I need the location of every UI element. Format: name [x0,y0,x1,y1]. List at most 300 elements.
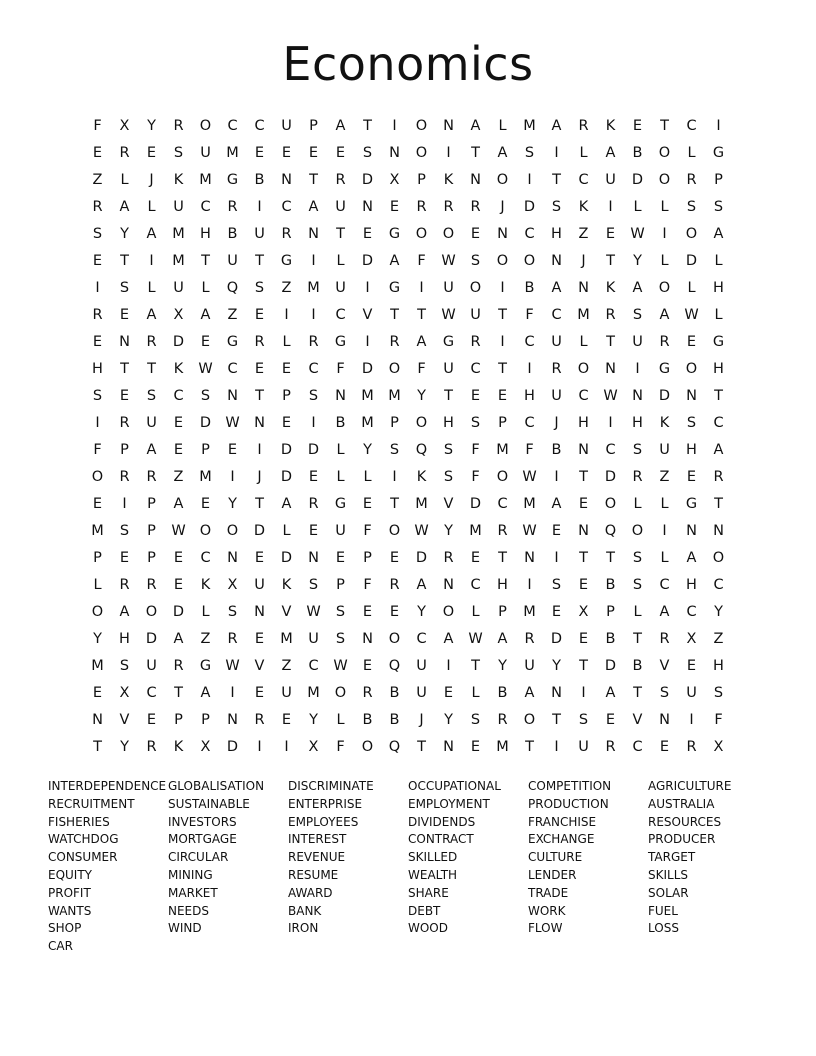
grid-cell[interactable]: P [93,550,102,566]
grid-cell[interactable]: T [525,739,534,755]
grid-cell[interactable]: M [172,226,185,242]
grid-cell[interactable]: U [308,631,319,647]
grid-cell[interactable]: K [605,118,616,134]
grid-cell[interactable]: N [281,172,292,188]
grid-cell[interactable]: A [335,118,346,134]
grid-cell[interactable]: W [630,226,645,242]
grid-cell[interactable]: N [497,226,508,242]
grid-cell[interactable]: Y [498,658,507,674]
grid-cell[interactable]: A [713,442,724,458]
grid-cell[interactable]: G [442,334,455,350]
grid-cell[interactable]: K [443,172,454,188]
grid-cell[interactable]: U [200,145,211,161]
grid-cell[interactable]: I [446,658,451,674]
grid-cell[interactable]: E [92,253,103,269]
grid-cell[interactable]: M [226,145,239,161]
grid-cell[interactable]: E [470,550,481,566]
grid-cell[interactable]: L [147,199,156,215]
grid-cell[interactable]: Y [633,253,642,269]
grid-cell[interactable]: M [280,631,293,647]
grid-cell[interactable]: O [658,280,671,296]
grid-cell[interactable]: K [281,577,292,593]
grid-cell[interactable]: T [309,172,318,188]
grid-cell[interactable]: A [416,334,427,350]
grid-cell[interactable]: T [633,685,642,701]
grid-cell[interactable]: O [334,685,347,701]
grid-cell[interactable]: N [308,550,319,566]
grid-cell[interactable]: S [200,388,211,404]
grid-cell[interactable]: L [93,577,102,593]
grid-cell[interactable]: O [199,523,212,539]
grid-cell[interactable]: Y [444,523,453,539]
grid-cell[interactable]: E [497,388,508,404]
grid-cell[interactable]: N [605,361,616,377]
grid-cell[interactable]: A [119,199,130,215]
grid-cell[interactable]: H [524,388,535,404]
grid-cell[interactable]: A [389,253,400,269]
grid-cell[interactable]: L [660,253,669,269]
grid-cell[interactable]: P [147,523,156,539]
grid-cell[interactable]: I [257,739,262,755]
grid-cell[interactable]: K [173,172,184,188]
grid-cell[interactable]: T [390,307,399,323]
grid-cell[interactable]: E [254,307,265,323]
grid-cell[interactable]: G [199,658,212,674]
grid-cell[interactable]: A [605,685,616,701]
grid-cell[interactable]: C [659,577,670,593]
grid-cell[interactable]: E [254,631,265,647]
grid-cell[interactable]: H [632,415,643,431]
grid-cell[interactable]: A [659,307,670,323]
grid-cell[interactable]: S [632,442,643,458]
grid-cell[interactable]: N [308,226,319,242]
grid-cell[interactable]: Z [659,469,670,485]
grid-cell[interactable]: C [524,334,535,350]
grid-cell[interactable]: L [282,523,291,539]
grid-cell[interactable]: E [389,604,400,620]
grid-cell[interactable]: E [200,496,211,512]
grid-cell[interactable]: O [415,118,428,134]
grid-cell[interactable]: N [470,172,481,188]
grid-cell[interactable]: P [309,118,318,134]
grid-cell[interactable]: C [281,199,292,215]
grid-cell[interactable]: O [658,172,671,188]
grid-cell[interactable]: O [145,604,158,620]
grid-cell[interactable]: T [471,145,480,161]
grid-cell[interactable]: E [119,388,130,404]
grid-cell[interactable]: N [443,118,454,134]
grid-cell[interactable]: O [91,604,104,620]
grid-cell[interactable]: Q [226,280,239,296]
grid-cell[interactable]: H [200,226,211,242]
grid-cell[interactable]: P [498,604,507,620]
grid-cell[interactable]: R [497,523,508,539]
grid-cell[interactable]: C [524,415,535,431]
grid-cell[interactable]: R [173,118,184,134]
grid-cell[interactable]: O [496,253,509,269]
grid-cell[interactable]: T [606,550,615,566]
grid-cell[interactable]: O [415,226,428,242]
grid-cell[interactable]: C [227,361,238,377]
grid-cell[interactable]: V [443,496,454,512]
grid-cell[interactable]: W [171,523,186,539]
grid-cell[interactable]: E [308,145,319,161]
grid-cell[interactable]: U [443,361,454,377]
grid-cell[interactable]: B [389,685,400,701]
grid-cell[interactable]: U [632,334,643,350]
grid-cell[interactable]: F [93,442,102,458]
grid-cell[interactable]: W [441,253,456,269]
grid-cell[interactable]: R [632,469,643,485]
grid-cell[interactable]: X [119,118,130,134]
grid-cell[interactable]: M [415,496,428,512]
grid-cell[interactable]: C [254,118,265,134]
grid-cell[interactable]: H [713,280,724,296]
grid-cell[interactable]: N [254,604,265,620]
grid-cell[interactable]: D [172,604,185,620]
grid-cell[interactable]: R [470,199,481,215]
grid-cell[interactable]: S [524,145,535,161]
grid-cell[interactable]: R [254,712,265,728]
grid-cell[interactable]: L [498,118,507,134]
grid-cell[interactable]: K [173,739,184,755]
grid-cell[interactable]: H [686,577,697,593]
grid-cell[interactable]: B [335,415,346,431]
grid-cell[interactable]: A [686,550,697,566]
grid-cell[interactable]: Z [713,631,724,647]
grid-cell[interactable]: S [713,199,724,215]
grid-cell[interactable]: Z [578,226,589,242]
grid-cell[interactable]: R [308,496,319,512]
grid-cell[interactable]: S [335,604,346,620]
grid-cell[interactable]: I [554,550,559,566]
grid-cell[interactable]: E [119,307,130,323]
grid-cell[interactable]: E [173,415,184,431]
grid-cell[interactable]: E [92,145,103,161]
grid-cell[interactable]: L [579,145,588,161]
grid-cell[interactable]: O [685,226,698,242]
grid-cell[interactable]: U [470,307,481,323]
grid-cell[interactable]: M [496,739,509,755]
grid-cell[interactable]: V [632,712,643,728]
grid-cell[interactable]: K [659,415,670,431]
grid-cell[interactable]: A [281,496,292,512]
grid-cell[interactable]: B [497,685,508,701]
grid-cell[interactable]: N [686,388,697,404]
grid-cell[interactable]: E [173,550,184,566]
grid-cell[interactable]: A [173,631,184,647]
grid-cell[interactable]: I [284,739,289,755]
grid-cell[interactable]: I [446,145,451,161]
grid-cell[interactable]: N [362,199,373,215]
grid-cell[interactable]: W [441,307,456,323]
grid-cell[interactable]: S [632,307,643,323]
grid-cell[interactable]: I [635,361,640,377]
grid-cell[interactable]: E [308,469,319,485]
grid-cell[interactable]: T [444,388,453,404]
grid-cell[interactable]: E [578,631,589,647]
grid-cell[interactable]: S [443,442,454,458]
grid-cell[interactable]: T [714,388,723,404]
grid-cell[interactable]: U [173,280,184,296]
grid-cell[interactable]: X [119,685,130,701]
grid-cell[interactable]: O [91,469,104,485]
grid-cell[interactable]: G [226,334,239,350]
grid-cell[interactable]: T [147,361,156,377]
grid-cell[interactable]: N [254,415,265,431]
grid-cell[interactable]: S [470,415,481,431]
grid-cell[interactable]: R [605,307,616,323]
grid-cell[interactable]: I [581,685,586,701]
grid-cell[interactable]: S [659,685,670,701]
grid-cell[interactable]: P [363,550,372,566]
grid-cell[interactable]: I [257,442,262,458]
grid-cell[interactable]: J [149,172,154,188]
grid-cell[interactable]: S [227,604,238,620]
grid-cell[interactable]: F [93,118,102,134]
grid-cell[interactable]: Y [228,496,237,512]
grid-cell[interactable]: A [443,631,454,647]
grid-cell[interactable]: X [200,739,211,755]
grid-cell[interactable]: N [443,577,454,593]
grid-cell[interactable]: D [361,172,374,188]
grid-cell[interactable]: U [173,199,184,215]
grid-cell[interactable]: D [361,253,374,269]
grid-cell[interactable]: E [605,226,616,242]
grid-cell[interactable]: E [281,712,292,728]
grid-cell[interactable]: R [389,334,400,350]
grid-cell[interactable]: X [578,604,589,620]
grid-cell[interactable]: H [578,415,589,431]
grid-cell[interactable]: O [226,523,239,539]
grid-cell[interactable]: A [497,145,508,161]
grid-cell[interactable]: E [470,388,481,404]
grid-cell[interactable]: D [280,550,293,566]
grid-cell[interactable]: P [174,712,183,728]
grid-cell[interactable]: T [417,739,426,755]
grid-cell[interactable]: W [225,415,240,431]
grid-cell[interactable]: U [281,118,292,134]
grid-cell[interactable]: D [523,199,536,215]
grid-cell[interactable]: E [551,523,562,539]
grid-cell[interactable]: R [686,739,697,755]
grid-cell[interactable]: F [471,469,480,485]
grid-cell[interactable]: Y [93,631,102,647]
grid-cell[interactable]: T [255,253,264,269]
grid-cell[interactable]: N [227,388,238,404]
grid-cell[interactable]: M [523,118,536,134]
grid-cell[interactable]: P [201,712,210,728]
grid-cell[interactable]: C [578,388,589,404]
grid-cell[interactable]: A [200,307,211,323]
grid-cell[interactable]: E [146,145,157,161]
grid-cell[interactable]: N [578,442,589,458]
grid-cell[interactable]: E [254,361,265,377]
grid-cell[interactable]: B [254,172,265,188]
grid-cell[interactable]: Z [281,658,292,674]
grid-cell[interactable]: R [146,577,157,593]
grid-cell[interactable]: K [173,361,184,377]
grid-cell[interactable]: A [416,577,427,593]
grid-cell[interactable]: E [578,577,589,593]
grid-cell[interactable]: L [687,280,696,296]
grid-cell[interactable]: U [254,577,265,593]
grid-cell[interactable]: R [497,712,508,728]
grid-cell[interactable]: A [524,685,535,701]
grid-cell[interactable]: L [120,172,129,188]
grid-cell[interactable]: L [471,604,480,620]
grid-cell[interactable]: M [469,523,482,539]
grid-cell[interactable]: Z [227,307,238,323]
grid-cell[interactable]: R [443,199,454,215]
grid-cell[interactable]: L [579,334,588,350]
grid-cell[interactable]: B [227,226,238,242]
grid-cell[interactable]: E [686,334,697,350]
grid-cell[interactable]: S [119,523,130,539]
grid-cell[interactable]: J [419,712,424,728]
grid-cell[interactable]: I [554,739,559,755]
grid-cell[interactable]: T [660,118,669,134]
grid-cell[interactable]: M [199,469,212,485]
grid-cell[interactable]: I [230,469,235,485]
grid-cell[interactable]: T [255,496,264,512]
grid-cell[interactable]: E [578,496,589,512]
grid-cell[interactable]: U [551,334,562,350]
grid-cell[interactable]: E [254,145,265,161]
grid-cell[interactable]: R [713,469,724,485]
grid-cell[interactable]: U [146,415,157,431]
grid-cell[interactable]: I [392,469,397,485]
grid-cell[interactable]: S [632,550,643,566]
grid-cell[interactable]: A [146,226,157,242]
grid-cell[interactable]: N [335,388,346,404]
grid-cell[interactable]: U [659,442,670,458]
grid-cell[interactable]: S [551,577,562,593]
grid-cell[interactable]: B [389,712,400,728]
grid-cell[interactable]: I [392,118,397,134]
grid-cell[interactable]: S [146,388,157,404]
grid-cell[interactable]: O [604,496,617,512]
grid-cell[interactable]: S [578,712,589,728]
grid-cell[interactable]: C [524,226,535,242]
grid-cell[interactable]: P [201,442,210,458]
grid-cell[interactable]: N [659,712,670,728]
grid-cell[interactable]: C [200,199,211,215]
grid-cell[interactable]: O [415,145,428,161]
grid-cell[interactable]: E [308,523,319,539]
grid-cell[interactable]: T [579,550,588,566]
grid-cell[interactable]: D [550,631,563,647]
grid-cell[interactable]: H [713,658,724,674]
grid-cell[interactable]: X [686,631,697,647]
grid-cell[interactable]: I [419,280,424,296]
grid-cell[interactable]: W [198,361,213,377]
grid-cell[interactable]: E [92,685,103,701]
grid-cell[interactable]: E [146,712,157,728]
grid-cell[interactable]: C [308,361,319,377]
grid-cell[interactable]: Y [120,226,129,242]
grid-cell[interactable]: N [686,523,697,539]
grid-cell[interactable]: B [605,577,616,593]
grid-cell[interactable]: Y [444,712,453,728]
grid-cell[interactable]: C [200,550,211,566]
grid-cell[interactable]: U [335,199,346,215]
grid-cell[interactable]: I [122,496,127,512]
grid-cell[interactable]: L [336,712,345,728]
grid-cell[interactable]: O [523,253,536,269]
grid-cell[interactable]: U [416,658,427,674]
grid-cell[interactable]: T [336,226,345,242]
grid-cell[interactable]: N [227,550,238,566]
grid-cell[interactable]: T [498,361,507,377]
grid-cell[interactable]: E [173,442,184,458]
grid-cell[interactable]: S [308,577,319,593]
grid-cell[interactable]: D [253,523,266,539]
grid-cell[interactable]: G [388,226,401,242]
grid-cell[interactable]: S [470,712,481,728]
grid-cell[interactable]: Z [173,469,184,485]
grid-cell[interactable]: G [388,280,401,296]
grid-cell[interactable]: T [120,361,129,377]
grid-cell[interactable]: L [147,280,156,296]
grid-cell[interactable]: V [659,658,670,674]
grid-cell[interactable]: I [527,361,532,377]
grid-cell[interactable]: L [201,604,210,620]
grid-cell[interactable]: T [552,712,561,728]
grid-cell[interactable]: R [173,658,184,674]
grid-cell[interactable]: E [686,469,697,485]
grid-cell[interactable]: W [333,658,348,674]
grid-cell[interactable]: G [712,145,725,161]
grid-cell[interactable]: L [363,469,372,485]
grid-cell[interactable]: E [335,550,346,566]
grid-cell[interactable]: R [308,334,319,350]
grid-cell[interactable]: C [551,307,562,323]
grid-cell[interactable]: S [686,415,697,431]
grid-cell[interactable]: T [606,253,615,269]
grid-cell[interactable]: A [308,199,319,215]
grid-cell[interactable]: M [361,388,374,404]
grid-cell[interactable]: S [686,199,697,215]
grid-cell[interactable]: N [389,145,400,161]
grid-cell[interactable]: S [92,226,103,242]
grid-cell[interactable]: C [227,118,238,134]
grid-cell[interactable]: C [686,604,697,620]
grid-cell[interactable]: T [606,334,615,350]
grid-cell[interactable]: N [92,712,103,728]
grid-cell[interactable]: X [227,577,238,593]
grid-cell[interactable]: J [581,253,586,269]
grid-cell[interactable]: U [605,172,616,188]
grid-cell[interactable]: S [92,388,103,404]
grid-cell[interactable]: I [95,415,100,431]
grid-cell[interactable]: V [281,604,292,620]
grid-cell[interactable]: O [496,469,509,485]
grid-cell[interactable]: Y [363,442,372,458]
grid-cell[interactable]: D [199,415,212,431]
grid-cell[interactable]: H [443,415,454,431]
grid-cell[interactable]: T [498,550,507,566]
grid-cell[interactable]: E [200,334,211,350]
grid-cell[interactable]: U [551,388,562,404]
grid-cell[interactable]: E [470,226,481,242]
grid-cell[interactable]: K [200,577,211,593]
grid-cell[interactable]: E [551,604,562,620]
grid-cell[interactable]: P [120,442,129,458]
grid-cell[interactable]: U [524,658,535,674]
grid-cell[interactable]: N [578,280,589,296]
grid-cell[interactable]: S [335,631,346,647]
